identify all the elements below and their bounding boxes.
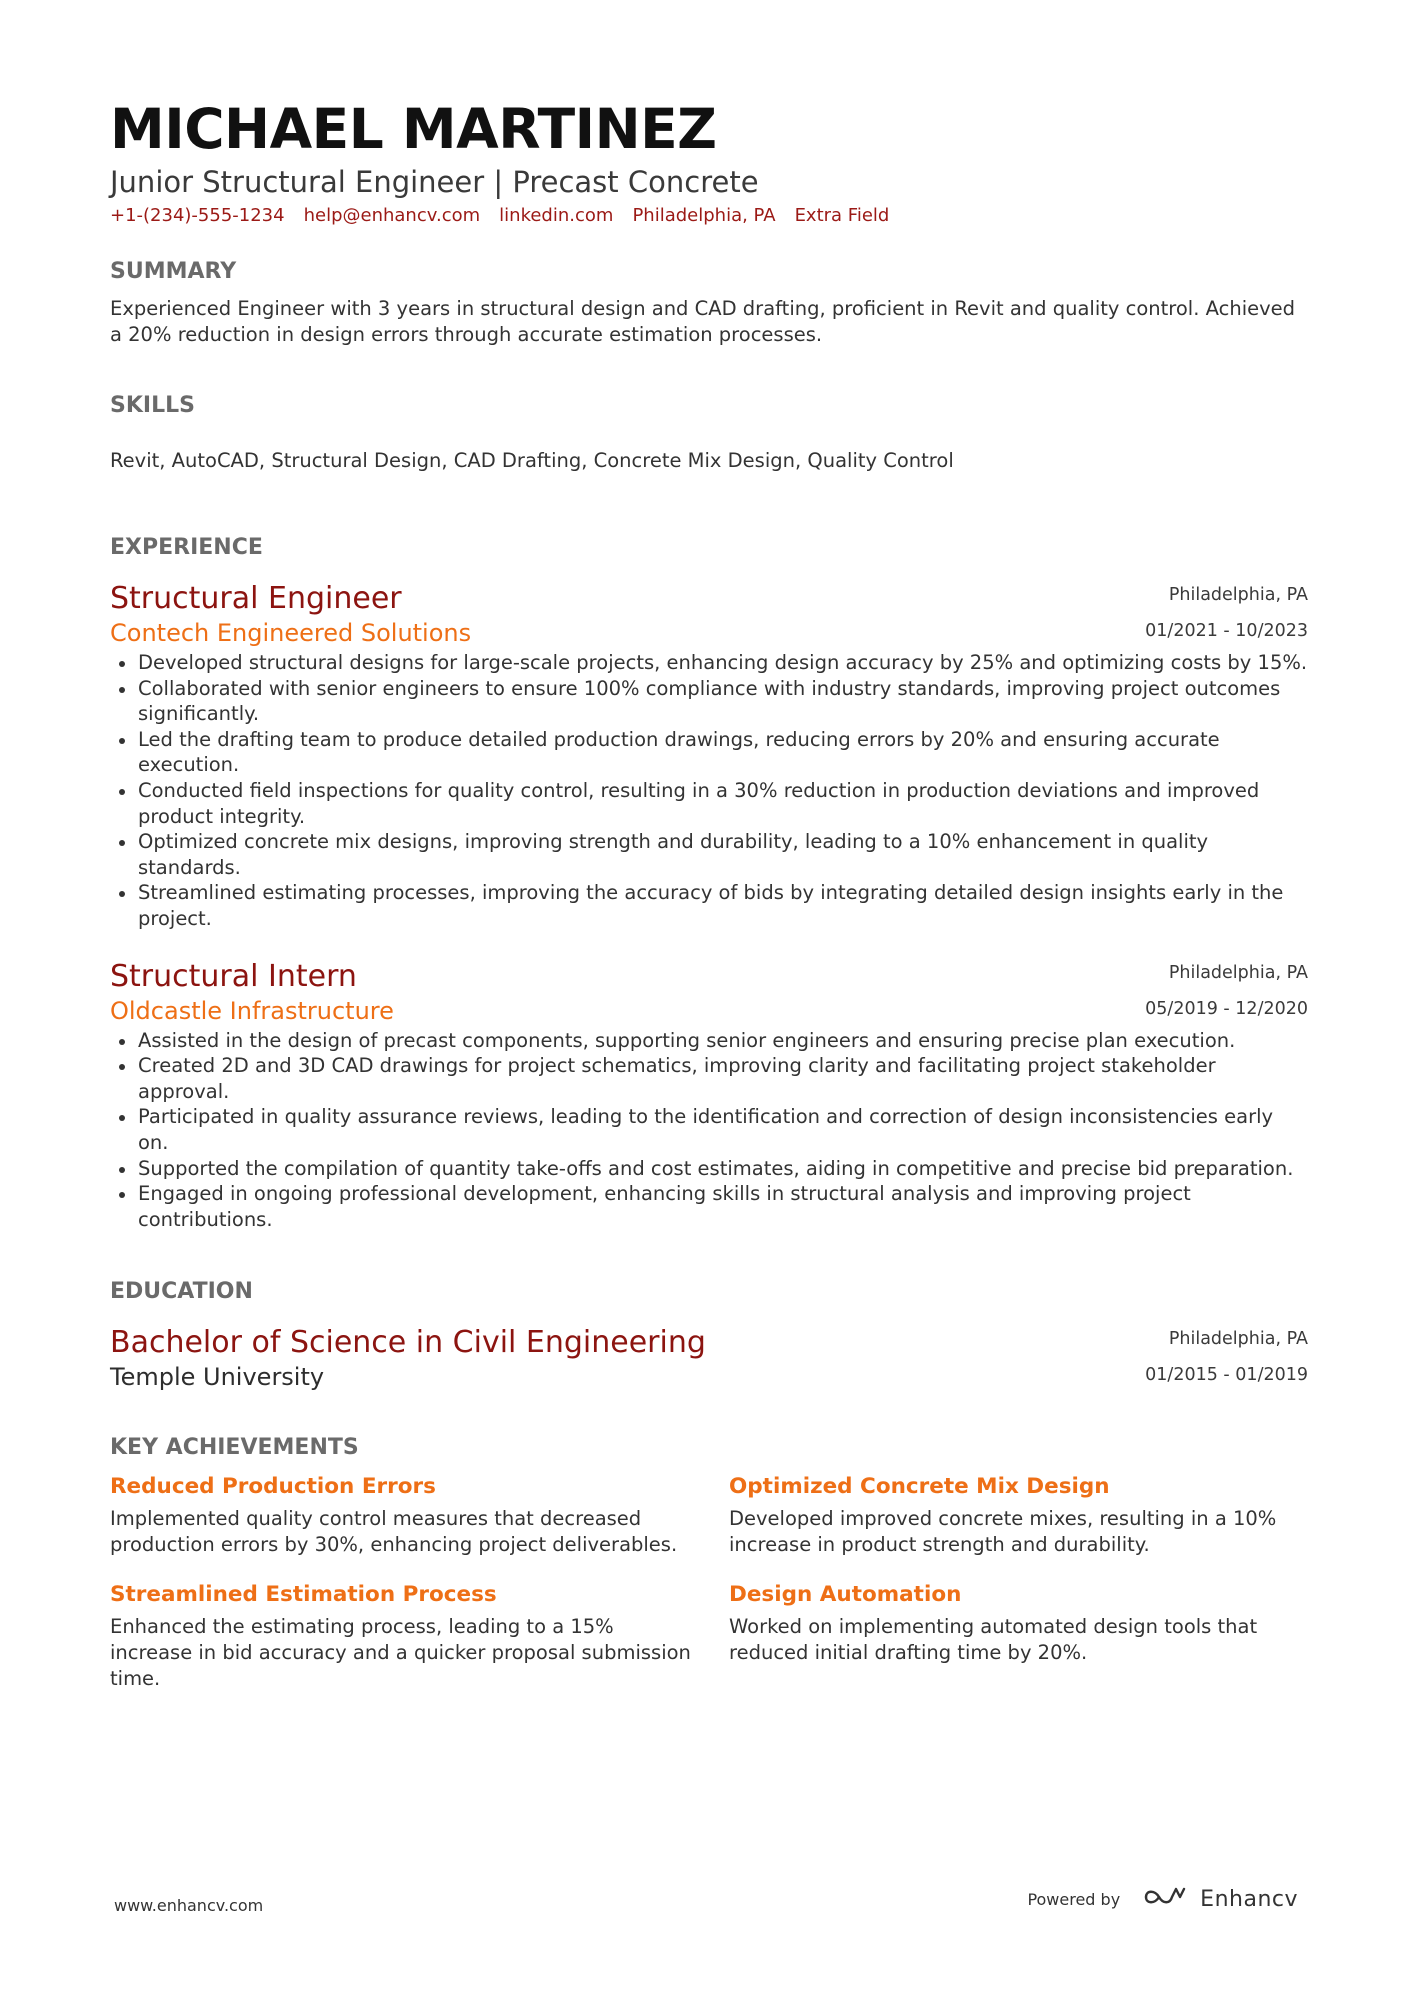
experience-entry — [110, 958, 1308, 1233]
education-entry-header — [110, 1324, 1308, 1390]
enhancv-logo-icon — [1142, 1884, 1190, 1915]
education-location: Philadelphia, PA — [1168, 1329, 1308, 1350]
education-dates: 01/2015 - 01/2019 — [1145, 1365, 1308, 1386]
experience-entry-header — [110, 580, 1308, 646]
list-item: Optimized concrete mix designs, improving strength and durability, leading to a 10% enhancement in quality standards. — [110, 829, 1308, 880]
education-section — [110, 1278, 1308, 1390]
list-item: Supported the compilation of quantity take-offs and cost estimates, aiding in competitive and precise bid preparation. — [110, 1156, 1308, 1182]
achievement-text: Developed improved concrete mixes, resulting in a 10% increase in product strength and durability. — [729, 1507, 1277, 1557]
resume-page — [110, 96, 1308, 1692]
achievement-title: Optimized Concrete Mix Design — [729, 1474, 1110, 1500]
list-item: Streamlined estimating processes, improving the accuracy of bids by integrating detailed design insights early in the project. — [110, 880, 1308, 931]
section-title-summary: SUMMARY — [110, 259, 237, 284]
section-title-achievements: KEY ACHIEVEMENTS — [110, 1435, 359, 1461]
job-bullets — [110, 650, 1308, 932]
job-location: Philadelphia, PA — [1168, 962, 1308, 983]
achievement-text: Implemented quality control measures that decreased production errors by 30%, enhancing project deliverables. — [110, 1507, 678, 1557]
achievements-section — [110, 1434, 1308, 1692]
achievement-text: Worked on implementing automated design tools that reduced initial drafting time by 20%. — [729, 1615, 1258, 1665]
contact-phone[interactable]: +1-(234)-555-1234 — [110, 205, 285, 226]
experience-section — [110, 534, 1308, 1232]
school-name: Temple University — [110, 1363, 325, 1392]
contact-bar — [110, 204, 1308, 228]
summary-text: Experienced Engineer with 3 years in structural design and CAD drafting, proficient in Revit and quality control. Achieved a 20% reduction in design errors through accurate estimation processes. — [110, 297, 1296, 346]
contact-location: Philadelphia, PA — [632, 205, 776, 226]
list-item: Conducted field inspections for quality control, resulting in a 30% reduction in production deviations and improved product integrity. — [110, 778, 1308, 829]
education-entry — [110, 1324, 1308, 1390]
achievements-grid — [110, 1472, 1308, 1692]
achievement-title: Reduced Production Errors — [110, 1474, 436, 1500]
company-name: Oldcastle Infrastructure — [110, 996, 394, 1025]
job-title: Structural Intern — [110, 958, 357, 994]
list-item: Developed structural designs for large-scale projects, enhancing design accuracy by 25% and optimizing costs by 15%. — [110, 650, 1308, 676]
section-title-skills: SKILLS — [110, 393, 195, 418]
company-name: Contech Engineered Solutions — [110, 619, 472, 647]
achievement-item — [729, 1580, 1308, 1692]
contact-linkedin[interactable]: linkedin.com — [499, 205, 614, 226]
achievement-item — [110, 1472, 729, 1558]
contact-extra: Extra Field — [794, 205, 890, 226]
job-dates: 05/2019 - 12/2020 — [1145, 998, 1308, 1019]
job-bullets — [110, 1028, 1308, 1233]
powered-by-label: Powered by — [1027, 1890, 1121, 1909]
contact-email[interactable]: help@enhancv.com — [303, 205, 481, 226]
skills-text: Revit, AutoCAD, Structural Design, CAD Drafting, Concrete Mix Design, Quality Control — [110, 449, 954, 472]
achievement-item — [729, 1472, 1308, 1558]
list-item: Created 2D and 3D CAD drawings for project schematics, improving clarity and facilitating project stakeholder approval. — [110, 1053, 1308, 1104]
headline: Junior Structural Engineer | Precast Concrete — [110, 165, 759, 199]
footer-branding — [1027, 1884, 1298, 1915]
list-item: Assisted in the design of precast components, supporting senior engineers and ensuring precise plan execution. — [110, 1028, 1308, 1054]
experience-entry-header — [110, 958, 1308, 1024]
job-location: Philadelphia, PA — [1168, 585, 1308, 605]
footer-website[interactable]: www.enhancv.com — [114, 1896, 264, 1915]
list-item: Participated in quality assurance reviews, leading to the identification and correction of design inconsistencies early on. — [110, 1104, 1308, 1155]
achievement-text: Enhanced the estimating process, leading to a 15% increase in bid accuracy and a quicker proposal submission time. — [110, 1615, 691, 1691]
degree-title: Bachelor of Science in Civil Engineering — [110, 1325, 706, 1361]
achievement-item — [110, 1580, 729, 1692]
achievement-title: Design Automation — [729, 1582, 962, 1608]
brand-link[interactable] — [1142, 1884, 1298, 1915]
section-title-education: EDUCATION — [110, 1279, 253, 1305]
brand-name: Enhancv — [1200, 1887, 1298, 1912]
skills-section — [110, 392, 1308, 474]
experience-entry — [110, 580, 1308, 932]
section-title-experience: EXPERIENCE — [110, 535, 263, 560]
job-title: Structural Engineer — [110, 581, 402, 616]
list-item: Led the drafting team to produce detailed production drawings, reducing errors by 20% and ensuring accurate execution. — [110, 727, 1308, 778]
name: MICHAEL MARTINEZ — [110, 97, 717, 161]
summary-section — [110, 258, 1308, 348]
list-item: Engaged in ongoing professional development, enhancing skills in structural analysis and improving project contributions. — [110, 1181, 1308, 1232]
achievement-title: Streamlined Estimation Process — [110, 1582, 497, 1608]
job-dates: 01/2021 - 10/2023 — [1145, 621, 1308, 641]
list-item: Collaborated with senior engineers to ensure 100% compliance with industry standards, improving project outcomes significantly. — [110, 676, 1308, 727]
